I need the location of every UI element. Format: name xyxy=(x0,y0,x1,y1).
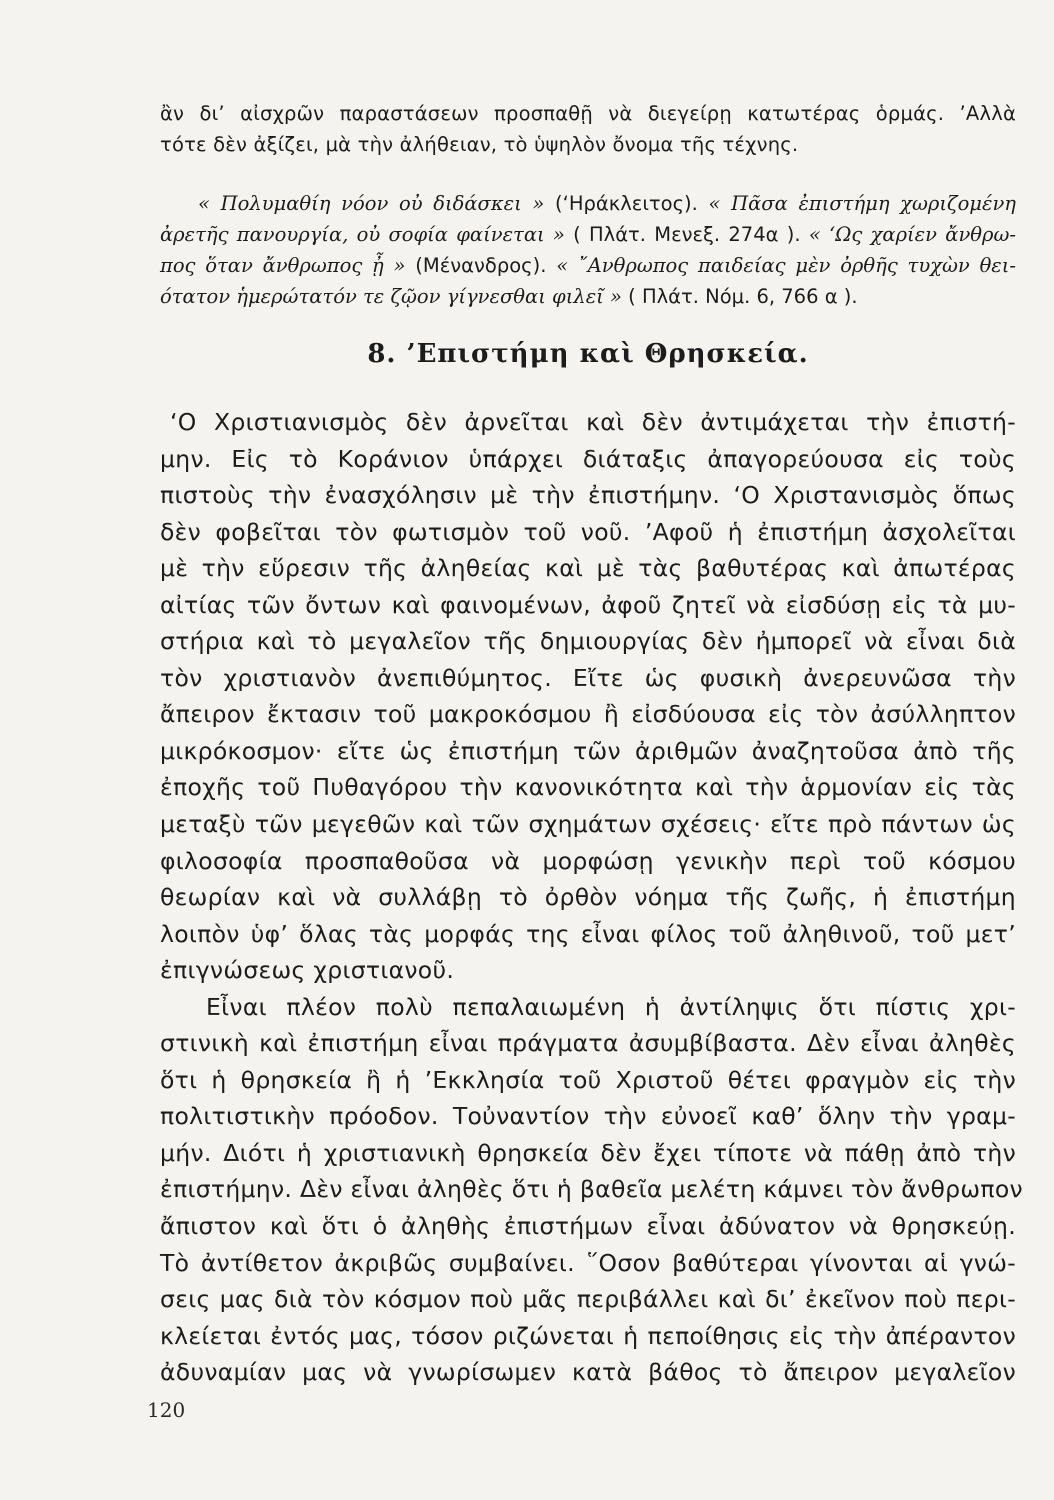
text-line: στινικὴ καὶ ἐπιστήμη εἶναι πράγματα ἀσυμβίβαστα. Δὲν εἶναι ἀληθὲς xyxy=(160,1029,1016,1058)
text-line: ἀδυναμίαν μας νὰ γνωρίσωμεν κατὰ βάθος τὸ ἄπειρον μεγαλεῖον xyxy=(160,1358,1016,1387)
paragraph-1 xyxy=(160,404,1016,989)
quote-text: ότατον ἡμερώτατόν τε ζῷον γίγνεσθαι φιλεῖ » xyxy=(160,285,622,308)
citation-text: (Μένανδρος). xyxy=(405,254,557,277)
text-line: κλείεται ἐντός μας, τόσον ριζώνεται ἡ πεποίθησις εἰς τὴν ἀπέραντον xyxy=(160,1321,1016,1350)
section-heading: 8. ’Επιστήμη καὶ Θρησκεία. xyxy=(367,339,809,369)
text-line: τὸν χριστιανὸν ἀνεπιθύμητος. Εἴτε ὡς φυσικὴ ἀνερευνῶσα τὴν xyxy=(160,663,1016,692)
text-line: φιλοσοφία προσπαθοῦσα νὰ μορφώσῃ γενικὴν περὶ τοῦ κόσμου xyxy=(160,846,1016,875)
intro-text xyxy=(160,98,1016,160)
text-line: δὲν φοβεῖται τὸν φωτισμὸν τοῦ νοῦ. ’Αφοῦ ἡ ἐπιστήμη ἀσχολεῖται xyxy=(160,517,1016,546)
quote-line xyxy=(160,219,1016,250)
text-line: σεις μας διὰ τὸν κόσμον ποὺ μᾶς περιβάλλει καὶ δι’ ἐκεῖνον ποὺ περι- xyxy=(160,1285,1016,1314)
text-line: μην. Εἰς τὸ Κοράνιον ὑπάρχει διάταξις ἀπαγορεύουσα εἰς τοὺς xyxy=(160,444,1016,473)
main-body xyxy=(160,404,1023,1391)
quote-line xyxy=(160,188,1016,219)
quote-text: « ῎Ανθρωπος παιδείας μὲν ὀρθῆς τυχὼν θει- xyxy=(556,254,1017,277)
text-line: ἐποχῆς τοῦ Πυθαγόρου τὴν κανονικότητα καὶ τὴν ἁρμονίαν εἰς τὰς xyxy=(160,773,1016,802)
intro-line: τότε δὲν ἀξίζει, μὰ τὴν ἀλήθειαν, τὸ ὑψηλὸν ὄνομα τῆς τέχνης. xyxy=(160,133,799,156)
quote-line xyxy=(160,250,1016,281)
text-line: Εἶναι πλέον πολὺ πεπαλαιωμένη ἡ ἀντίληψις ὅτι πίστις χρι- xyxy=(206,992,1016,1021)
text-line: ἐπιγνώσεως χριστιανοῦ. xyxy=(160,956,455,985)
text-line: ἄπειρον ἔκτασιν τοῦ μακροκόσμου ἢ εἰσδύουσα εἰς τὸν ἀσύλληπτον xyxy=(160,700,1016,729)
text-line: αἰτίας τῶν ὄντων καὶ φαινομένων, ἀφοῦ ζητεῖ νὰ εἰσδύσῃ εἰς τὰ μυ- xyxy=(160,590,1016,619)
paragraph-2 xyxy=(160,989,1023,1391)
quote-text: ἀρετῆς πανουργία, οὐ σοφία φαίνεται » xyxy=(160,223,565,246)
text-line: ‘Ο Χριστιανισμὸς δὲν ἀρνεῖται καὶ δὲν ἀντιμάχεται τὴν ἐπιστή- xyxy=(170,408,1016,436)
text-line: ἐπιστήμην. Δὲν εἶναι ἀληθὲς ὅτι ἡ βαθεῖα μελέτη κάμνει τὸν ἄνθρωπον xyxy=(160,1175,1023,1204)
quote-text: « ‘Ως χαρίεν ἄνθρω- xyxy=(808,223,1016,246)
quote-text: « Πολυμαθίη νόον οὐ διδάσκει » xyxy=(198,192,545,215)
text-line: πιστοὺς τὴν ἐνασχόλησιν μὲ τὴν ἐπιστήμην. ‘Ο Χριστανισμὸς ὅπως xyxy=(160,481,1016,510)
intro-line: ἂν δι’ αἰσχρῶν παραστάσεων προσπαθῇ νὰ διεγείρῃ κατωτέρας ὁρμάς. ’Αλλὰ xyxy=(160,102,1016,125)
text-line: ἄπιστον καὶ ὅτι ὁ ἀληθὴς ἐπιστήμων εἶναι ἀδύνατον νὰ θρησκεύῃ. xyxy=(160,1212,1016,1241)
page-number: 120 xyxy=(147,1398,186,1422)
text-line: στήρια καὶ τὸ μεγαλεῖον τῆς δημιουργίας δὲν ἠμπορεῖ νὰ εἶναι διὰ xyxy=(160,627,1016,656)
text-line: μὲ τὴν εὕρεσιν τῆς ἀληθείας καὶ μὲ τὰς βαθυτέρας καὶ ἀπωτέρας xyxy=(160,554,1016,583)
text-line: Τὸ ἀντίθετον ἀκριβῶς συμβαίνει. ῞Οσον βαθύτεραι γίνονται αἱ γνώ- xyxy=(160,1248,1016,1277)
citation-text: (‘Ηράκλειτος). xyxy=(544,192,709,215)
citation-text: ( Πλάτ. Μενεξ. 274α ). xyxy=(564,223,809,246)
text-line: μήν. Διότι ἡ χριστιανικὴ θρησκεία δὲν ἔχει τίποτε νὰ πάθῃ ἀπὸ τὴν xyxy=(160,1138,1016,1167)
quote-text: « Πᾶσα ἐπιστήμη χωριζομένη xyxy=(708,192,1016,215)
text-line: μεταξὺ τῶν μεγεθῶν καὶ τῶν σχημάτων σχέσεις· εἴτε πρὸ πάντων ὡς xyxy=(160,810,1016,839)
text-line: μικρόκοσμον· εἴτε ὡς ἐπιστήμη τῶν ἀριθμῶν ἀναζητοῦσα ἀπὸ τῆς xyxy=(160,736,1016,765)
text-line: λοιπὸν ὑφ’ ὅλας τὰς μορφάς της εἶναι φίλος τοῦ ἀληθινοῦ, τοῦ μετ’ xyxy=(160,919,1016,948)
text-line: θεωρίαν καὶ νὰ συλλάβῃ τὸ ὀρθὸν νόημα τῆς ζωῆς, ἡ ἐπιστήμη xyxy=(160,883,1016,912)
quote-line xyxy=(160,281,1016,312)
text-line: πολιτιστικὴν πρόοδον. Τοὐναντίον τὴν εὐνοεῖ καθ’ ὅλην τὴν γραμ- xyxy=(160,1102,1016,1131)
quotations-block xyxy=(160,188,1016,312)
citation-text: ( Πλάτ. Νόμ. 6, 766 α ). xyxy=(621,285,858,308)
quote-text: πος ὅταν ἄνθρωπος ᾖ » xyxy=(160,254,406,277)
text-line: ὅτι ἡ θρησκεία ἢ ἡ ’Εκκλησία τοῦ Χριστοῦ θέτει φραγμὸν εἰς τὴν xyxy=(160,1065,1016,1094)
